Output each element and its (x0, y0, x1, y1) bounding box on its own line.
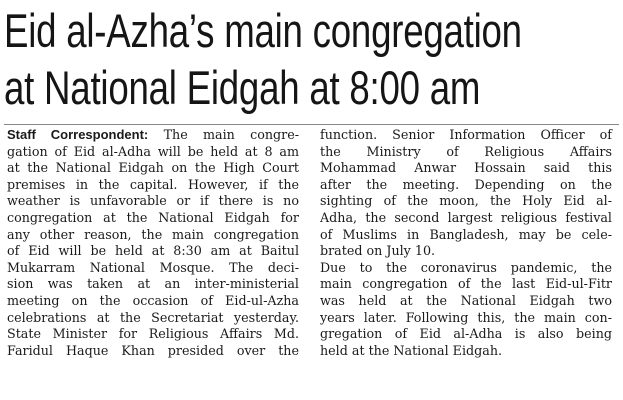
article-line: any other reason, the main congregation (7, 226, 299, 242)
article-line: after the meeting. Depending on the (320, 176, 612, 192)
byline: Staff Correspondent: (7, 127, 149, 142)
article-line: main congregation of the last Eid-ul-Fitr (320, 276, 612, 292)
article-line: congregation at the National Eidgah for (7, 209, 299, 225)
article-line: Due to the coronavirus pandemic, the (320, 259, 612, 275)
article-line: of Eid will be held at 8:30 am at Baitul (7, 243, 299, 259)
article-line: of Muslims in Bangladesh, may be cele- (320, 226, 612, 242)
article-line: held at the National Eidgah. (320, 342, 503, 358)
article-line: at the National Eidgah on the High Court (7, 160, 299, 176)
headline (4, 2, 522, 116)
article-line: Mohammad Anwar Hossain said this (320, 160, 612, 176)
headline-line-2: at National Eidgah at 8:00 am (4, 61, 481, 114)
article-line: gregation of Eid al-Adha is also being (320, 326, 612, 342)
article-line: Faridul Haque Khan presided over the (7, 342, 299, 358)
article-line: gation of Eid al-Adha will be held at 8 am (7, 143, 299, 159)
article-line: State Minister for Religious Affairs Md. (7, 326, 299, 342)
article-line: celebrations at the Secretariat yesterday. (7, 309, 299, 325)
article-line: weather is unfavorable or if there is no (7, 193, 299, 209)
article-line: years later. Following this, the main con- (320, 309, 612, 325)
article-line: sion was taken at an inter-ministerial (7, 276, 299, 292)
article-column-left (7, 127, 299, 359)
article-line: Mukarram National Mosque. The deci- (7, 259, 299, 275)
article-line: the Ministry of Religious Affairs (320, 143, 612, 159)
article-line: sighting of the moon, the Holy Eid al- (320, 193, 612, 209)
article-line: Adha, the second largest religious festival (320, 209, 612, 225)
divider (4, 124, 619, 125)
article-line (7, 127, 299, 144)
article-line: function. Senior Information Officer of (320, 127, 612, 142)
article-line: brated on July 10. (320, 243, 436, 259)
article-line: meeting on the occasion of Eid-ul-Azha (7, 292, 299, 308)
article-line: was held at the National Eidgah two (320, 292, 612, 308)
article-line-text: The main congre- (163, 127, 300, 142)
article-line: premises in the capital. However, if the (7, 176, 299, 192)
article-column-right (320, 127, 612, 359)
headline-line-1: Eid al-Azha’s main congregation (4, 4, 522, 57)
